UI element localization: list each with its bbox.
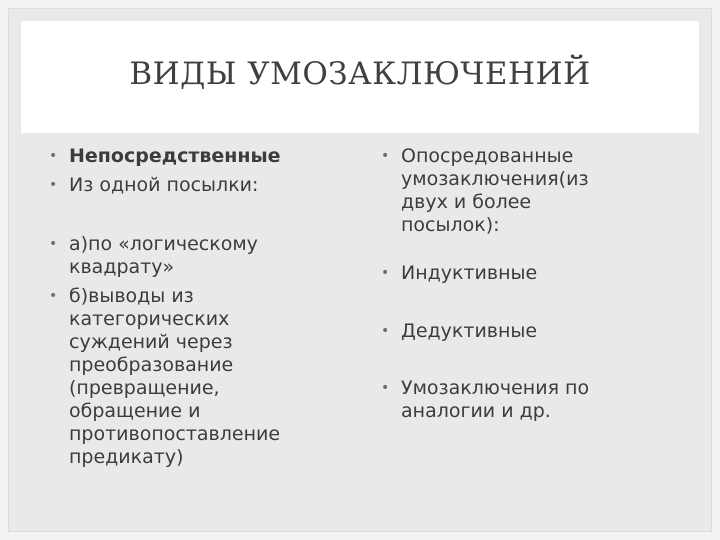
bullet-icon: • — [49, 288, 58, 304]
list-item — [47, 285, 329, 469]
item-text: б)выводы из категорических суждений через преобразование (превращение, обращение и противопоставление предикату) — [69, 285, 281, 468]
bullet-icon: • — [49, 148, 58, 164]
item-text: а)по «логическому квадрату» — [69, 233, 258, 278]
bullet-icon: • — [381, 265, 390, 281]
item-text: Непосредственные — [69, 145, 281, 167]
bullet-icon: • — [49, 177, 58, 193]
bullet-icon: • — [381, 148, 390, 164]
item-text: Дедуктивные — [401, 320, 538, 342]
slide-title: ВИДЫ УМОЗАКЛЮЧЕНИЙ — [129, 56, 591, 92]
list-item — [379, 377, 649, 423]
title-box — [21, 21, 699, 133]
list-item — [47, 233, 329, 279]
item-text: Умозаключения по аналогии и др. — [401, 377, 590, 422]
item-text: Индуктивные — [401, 262, 538, 284]
bullet-icon: • — [381, 323, 390, 339]
item-text: Опосредованные умозаключения(из двух и более посылок): — [401, 145, 589, 236]
list-item — [379, 320, 679, 343]
item-text: Из одной посылки: — [69, 174, 259, 196]
list-item — [47, 174, 347, 197]
list-item — [379, 262, 679, 285]
slide — [8, 8, 712, 532]
bullet-icon: • — [381, 380, 390, 396]
bullet-icon: • — [49, 236, 58, 252]
list-item — [379, 145, 634, 237]
list-item — [47, 145, 347, 168]
